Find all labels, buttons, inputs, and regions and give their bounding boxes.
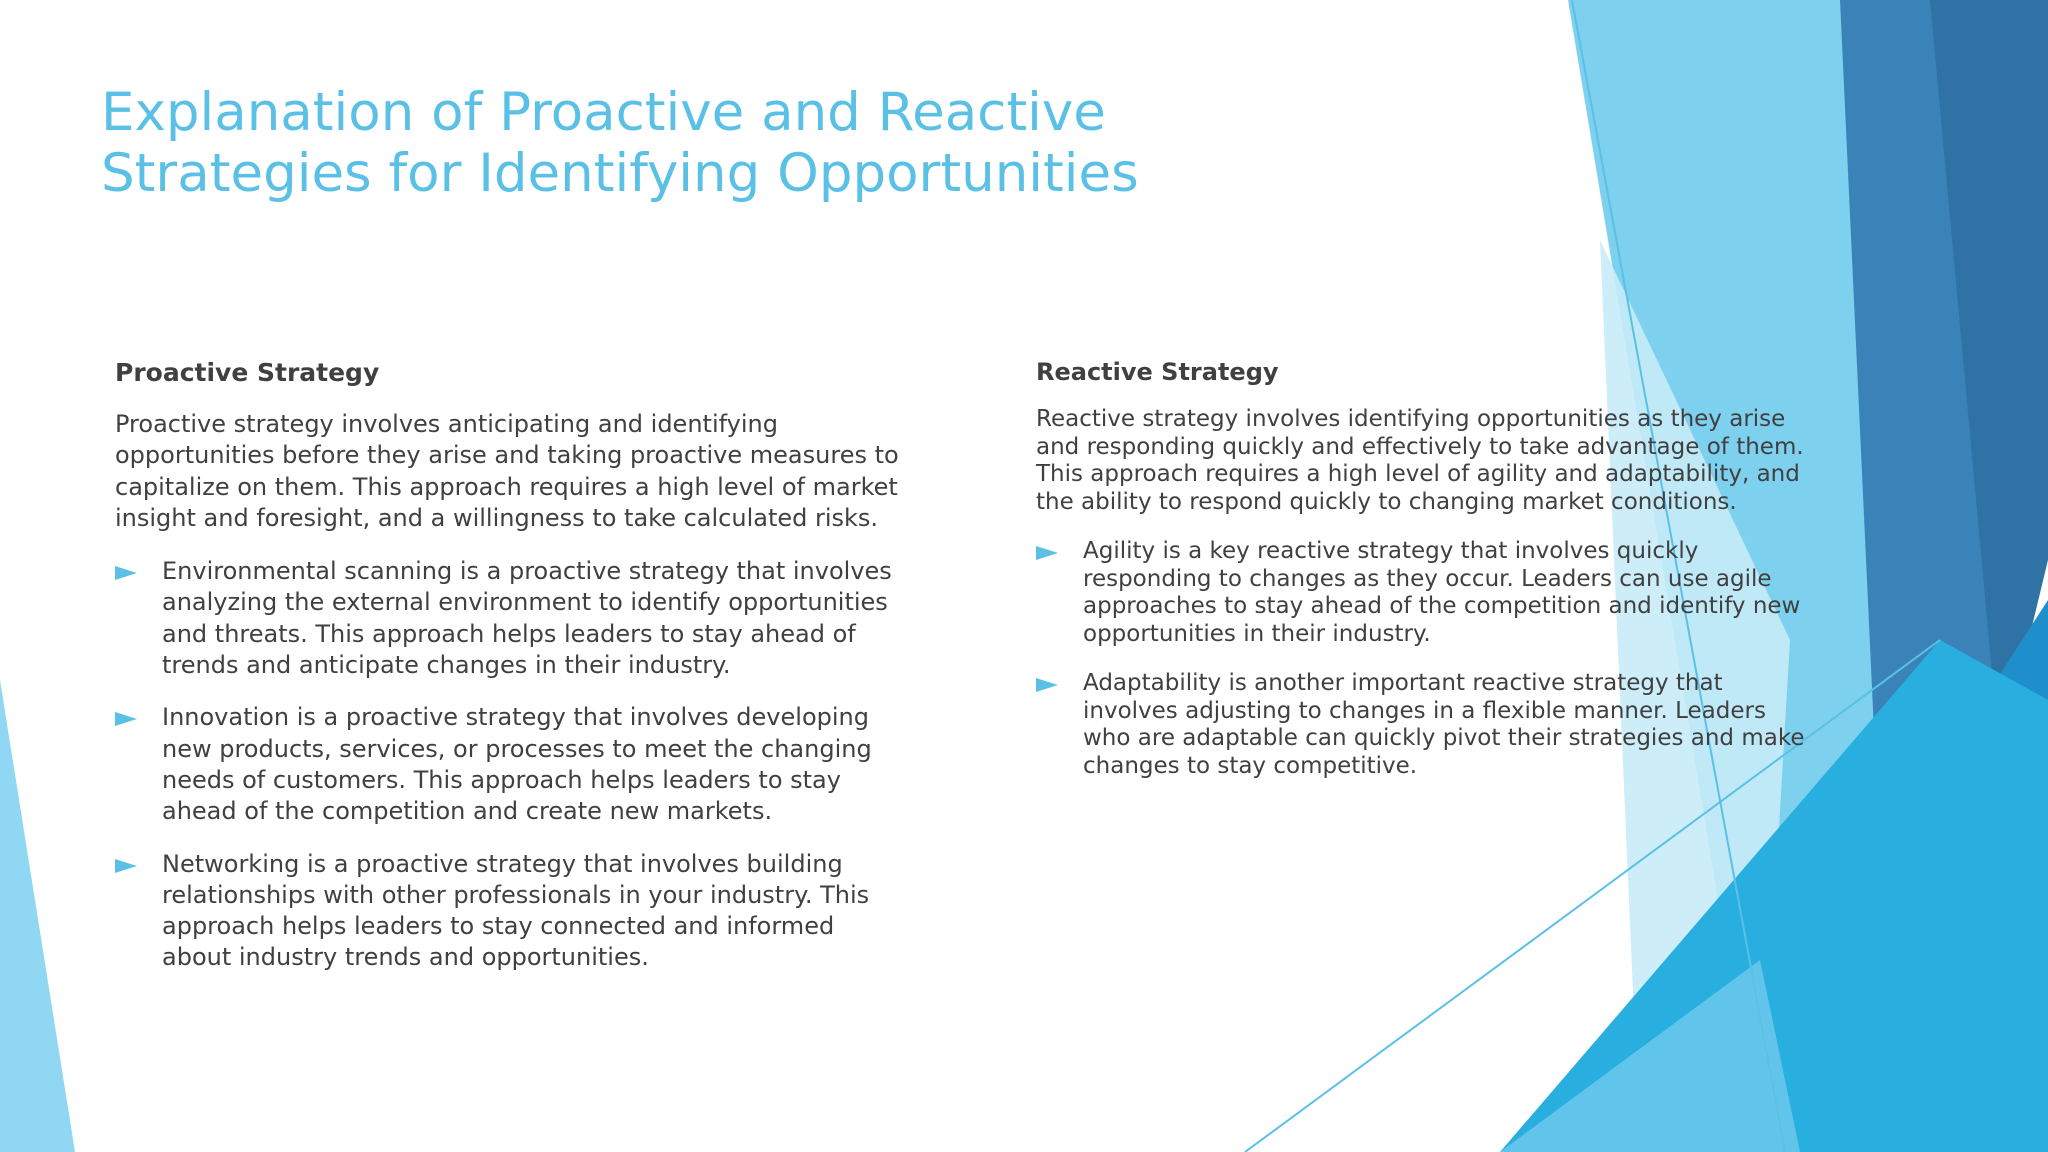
proactive-heading: Proactive Strategy — [115, 358, 380, 387]
proactive-intro: Proactive strategy involves anticipating and identifying opportunities before they arise and taking proactive measures to capitalize on them. This approach requires a high level of market insight and foresight, and a willingness to take calculated risks. — [115, 410, 899, 532]
proactive-strategy-column — [115, 355, 905, 995]
reactive-strategy-column — [1036, 354, 1816, 802]
bullet-arrow-icon — [115, 712, 137, 726]
bullet-text: Adaptability is another important reactive strategy that involves adjusting to changes in a flexible manner. Leaders who are adaptable can quickly pivot their strategies and make changes to stay competitive. — [1083, 670, 1805, 779]
reactive-bullet-list — [1036, 538, 1816, 780]
bullet-arrow-icon — [1036, 546, 1058, 560]
bullet-text: Environmental scanning is a proactive strategy that involves analyzing the external environment to identify opportunities and threats. This approach helps leaders to stay ahead of trends and anticipate changes in their industry. — [162, 557, 892, 680]
bullet-text: Agility is a key reactive strategy that involves quickly responding to changes as they occur. Leaders can use agile approaches to stay ahead of the competition and identify new opportunities in their industry. — [1083, 538, 1801, 647]
proactive-bullet-list — [115, 556, 905, 974]
bullet-arrow-icon — [115, 566, 137, 580]
slide-title: Explanation of Proactive and Reactive Strategies for Identifying Opportunities — [101, 82, 1139, 204]
facet-left-edge — [0, 680, 75, 1152]
bullet-arrow-icon — [115, 859, 137, 873]
bullet-text: Innovation is a proactive strategy that involves developing new products, services, or processes to meet the changing needs of customers. This approach helps leaders to stay ahead of the competition and create new markets. — [162, 703, 872, 826]
list-item — [1036, 538, 1816, 648]
list-item — [115, 702, 905, 827]
bullet-text: Networking is a proactive strategy that involves building relationships with other professionals in your industry. This approach helps leaders to stay connected and informed about industry trends and opportunities. — [162, 849, 870, 972]
reactive-heading: Reactive Strategy — [1036, 358, 1279, 386]
bullet-arrow-icon — [1036, 678, 1058, 692]
list-item — [115, 556, 905, 681]
list-item — [115, 849, 905, 974]
list-item — [1036, 670, 1816, 780]
reactive-intro: Reactive strategy involves identifying opportunities as they arise and responding quickly and effectively to take advantage of them. This approach requires a high level of agility and adaptability, and the ability to respond quickly to changing market conditions. — [1036, 406, 1804, 515]
